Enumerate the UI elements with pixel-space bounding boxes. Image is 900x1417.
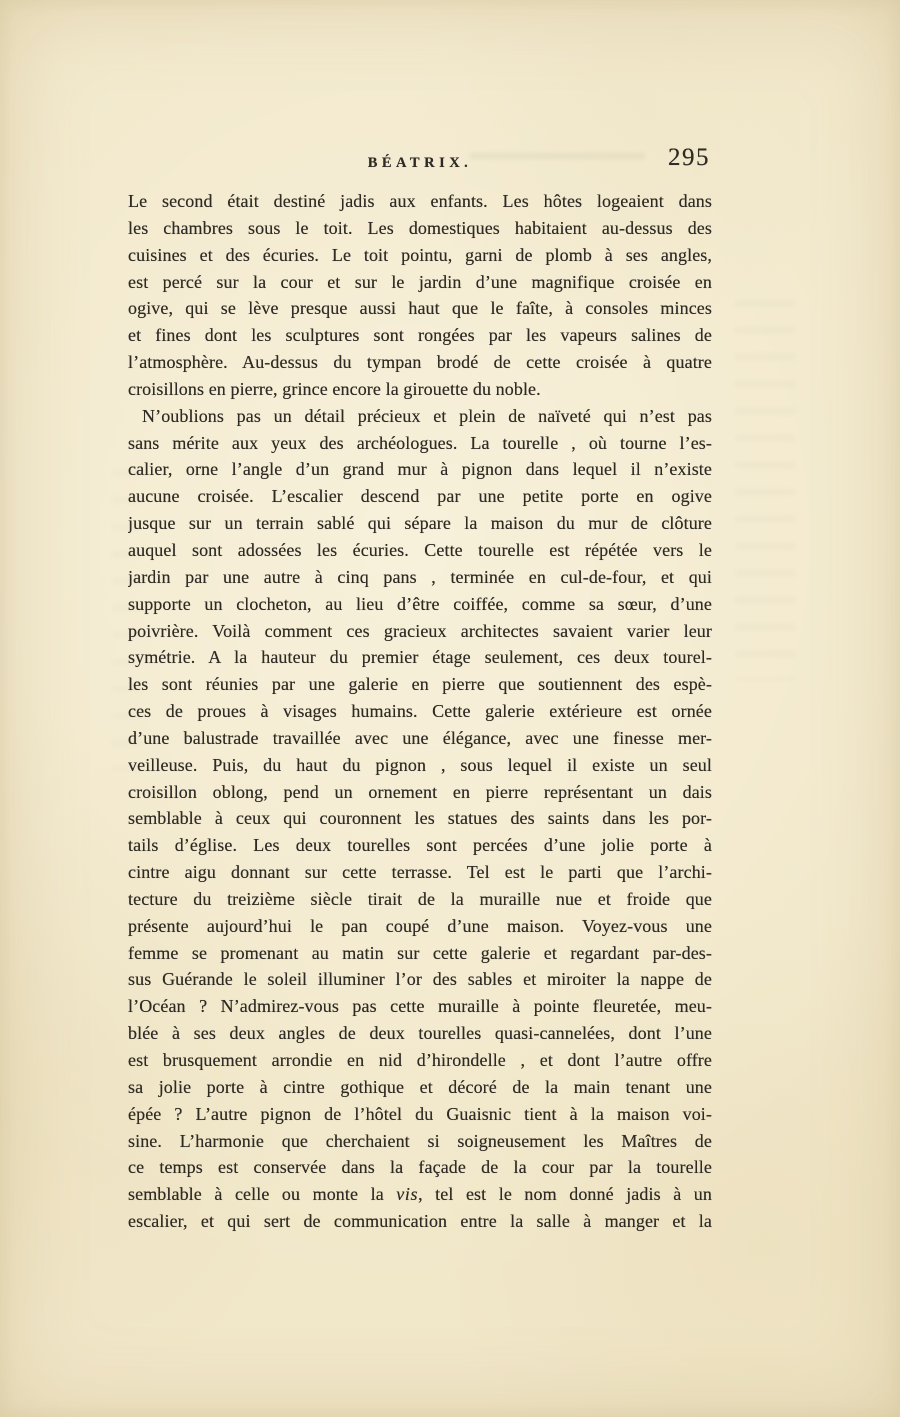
text-line: tails d’église. Les deux tourelles sont percées d’une jolie porte à — [128, 835, 712, 856]
text-line: sans mérite aux yeux des archéologues. La tourelle , où tourne l’es- — [128, 432, 712, 453]
text-line: blée à ses deux angles de deux tourelles quasi-cannelées, dont l’une — [128, 1023, 712, 1044]
text-line: les chambres sous le toit. Les domestiques habitaient au-dessus des — [128, 217, 712, 238]
text-line: veilleuse. Puis, du haut du pignon , sous lequel il existe un seul — [128, 754, 712, 775]
text-line: présente aujourd’hui le pan coupé d’une maison. Voyez-vous une — [128, 915, 712, 936]
text-line: et fines dont les sculptures sont rongées par les vapeurs salines de — [128, 325, 712, 346]
text-line: escalier, et qui sert de communication entre la salle à manger et la — [128, 1211, 712, 1232]
text-line: jardin par une autre à cinq pans , terminée en cul-de-four, et qui — [128, 566, 712, 587]
text-line: sine. L’harmonie que cherchaient si soigneusement les Maîtres de — [128, 1130, 712, 1151]
text-line: l’Océan ? N’admirez-vous pas cette muraille à pointe fleuretée, meu- — [128, 996, 712, 1017]
text-line: croisillons en pierre, grince encore la girouette du noble. — [128, 378, 541, 399]
text-line: sus Guérande le soleil illuminer l’or des sables et miroiter la nappe de — [128, 969, 712, 990]
running-title: BÉATRIX. — [367, 155, 473, 171]
page-header — [128, 146, 712, 178]
text-line: tecture du treizième siècle tirait de la muraille nue et froide que — [128, 888, 712, 909]
text-line: ogive, qui se lève presque aussi haut que le faîte, à consoles minces — [128, 298, 712, 319]
text-line: l’atmosphère. Au-dessus du tympan brodé de cette croisée à quatre — [128, 352, 712, 373]
text-line: semblable à celle ou monte la vis, tel est le nom donné jadis à un — [128, 1184, 712, 1205]
text-line: les sont réunies par une galerie en pierre que soutiennent des espè- — [128, 674, 712, 695]
text-line: ces de proues à visages humains. Cette galerie extérieure est ornée — [128, 701, 712, 722]
text-line: N’oublions pas un détail précieux et plein de naïveté qui n’est pas — [142, 405, 712, 426]
text-line: symétrie. A la hauteur du premier étage seulement, ces deux tourel- — [128, 647, 712, 668]
text-line: d’une balustrade travaillée avec une élégance, avec une finesse mer- — [128, 727, 712, 748]
text-line: aucune croisée. L’escalier descend par une petite porte en ogive — [128, 486, 712, 507]
text-line: Le second était destiné jadis aux enfants. Les hôtes logeaient dans — [128, 191, 712, 211]
text-line: jusque sur un terrain sablé qui sépare la maison du mur de clôture — [128, 513, 712, 534]
text-line: auquel sont adossées les écuries. Cette tourelle est répétée vers le — [128, 539, 712, 560]
text-line: cuisines et des écuries. Le toit pointu, garni de plomb à ses angles, — [128, 244, 712, 265]
page-number: 295 — [668, 144, 710, 171]
italic-text: vis — [396, 1184, 419, 1205]
text-line: semblable à ceux qui couronnent les statues des saints dans les por- — [128, 808, 712, 829]
text-line: supporte un clocheton, au lieu d’être coiffée, comme sa sœur, d’une — [128, 593, 712, 614]
text-line: poivrière. Voilà comment ces gracieux architectes savaient varier leur — [128, 620, 712, 641]
text-line: est brusquement arrondie en nid d’hirondelle , et dont l’autre offre — [128, 1050, 712, 1070]
text-line: sa jolie porte à cintre gothique et décoré de la main tenant une — [128, 1076, 712, 1097]
text-line: ce temps est conservée dans la façade de la cour par la tourelle — [128, 1157, 712, 1178]
text-line: calier, orne l’angle d’un grand mur à pignon dans lequel il n’existe — [128, 459, 712, 480]
text-line: est percé sur la cour et sur le jardin d’une magnifique croisée en — [128, 271, 712, 292]
text-line: femme se promenant au matin sur cette galerie et regardant par-des- — [128, 942, 712, 963]
text-line: cintre aigu donnant sur cette terrasse. Tel est le parti que l’archi- — [128, 862, 712, 883]
text-line: croisillon oblong, pend un ornement en pierre représentant un dais — [128, 781, 712, 802]
text-block — [128, 188, 712, 1235]
text-line: épée ? L’autre pignon de l’hôtel du Guaisnic tient à la maison voi- — [128, 1103, 712, 1124]
